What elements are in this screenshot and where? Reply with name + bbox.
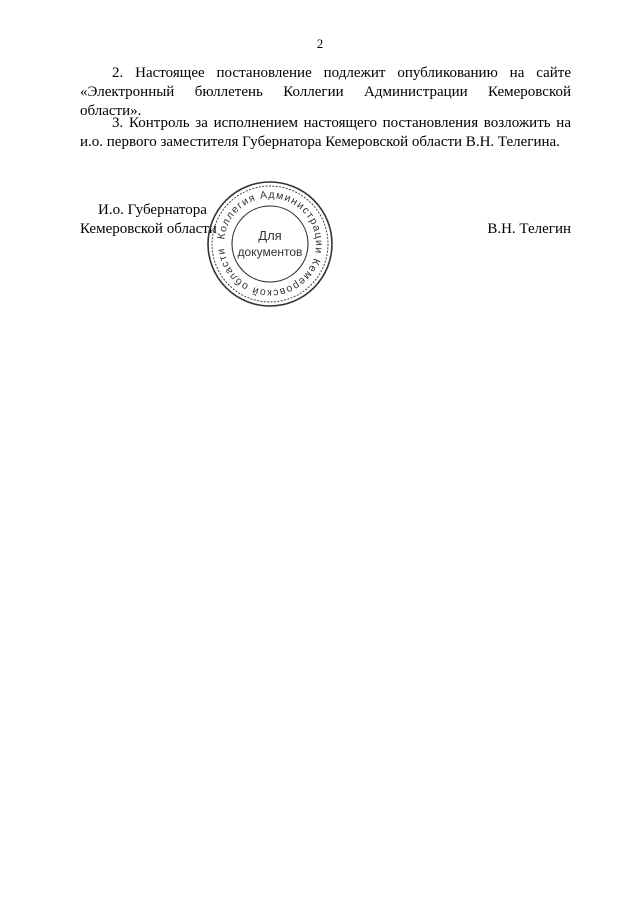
paragraph-line: области». [80, 103, 142, 119]
paragraph-control [80, 114, 571, 152]
stamp-seal-graphic [202, 178, 338, 310]
stamp-center-line1: Для [258, 228, 282, 243]
stamp-ring-textpath: Коллегия Администрации Кемеровской области [215, 188, 326, 300]
official-stamp [202, 178, 338, 310]
stamp-inner-ring [232, 206, 308, 282]
paragraph-line: «Электронный бюллетень Коллегии Администрации Кемеровской [80, 84, 571, 100]
paragraph-line: 2. Настоящее постановление подлежит опубликованию на сайте [112, 65, 571, 81]
signatory-title-line2: Кемеровской области [80, 221, 217, 237]
signatory-name: В.Н. Телегин [487, 221, 571, 237]
paragraph-line: и.о. первого заместителя Губернатора Кемеровской области В.Н. Телегина. [80, 134, 560, 150]
paragraph-line: 3. Контроль за исполнением настоящего постановления возложить на [112, 115, 571, 131]
paragraph-publication [80, 64, 571, 121]
stamp-dotted-ring [212, 186, 328, 302]
stamp-center-line2: документов [237, 245, 303, 259]
page-number: 2 [316, 36, 324, 51]
signatory-title-line1: И.о. Губернатора [98, 202, 207, 218]
